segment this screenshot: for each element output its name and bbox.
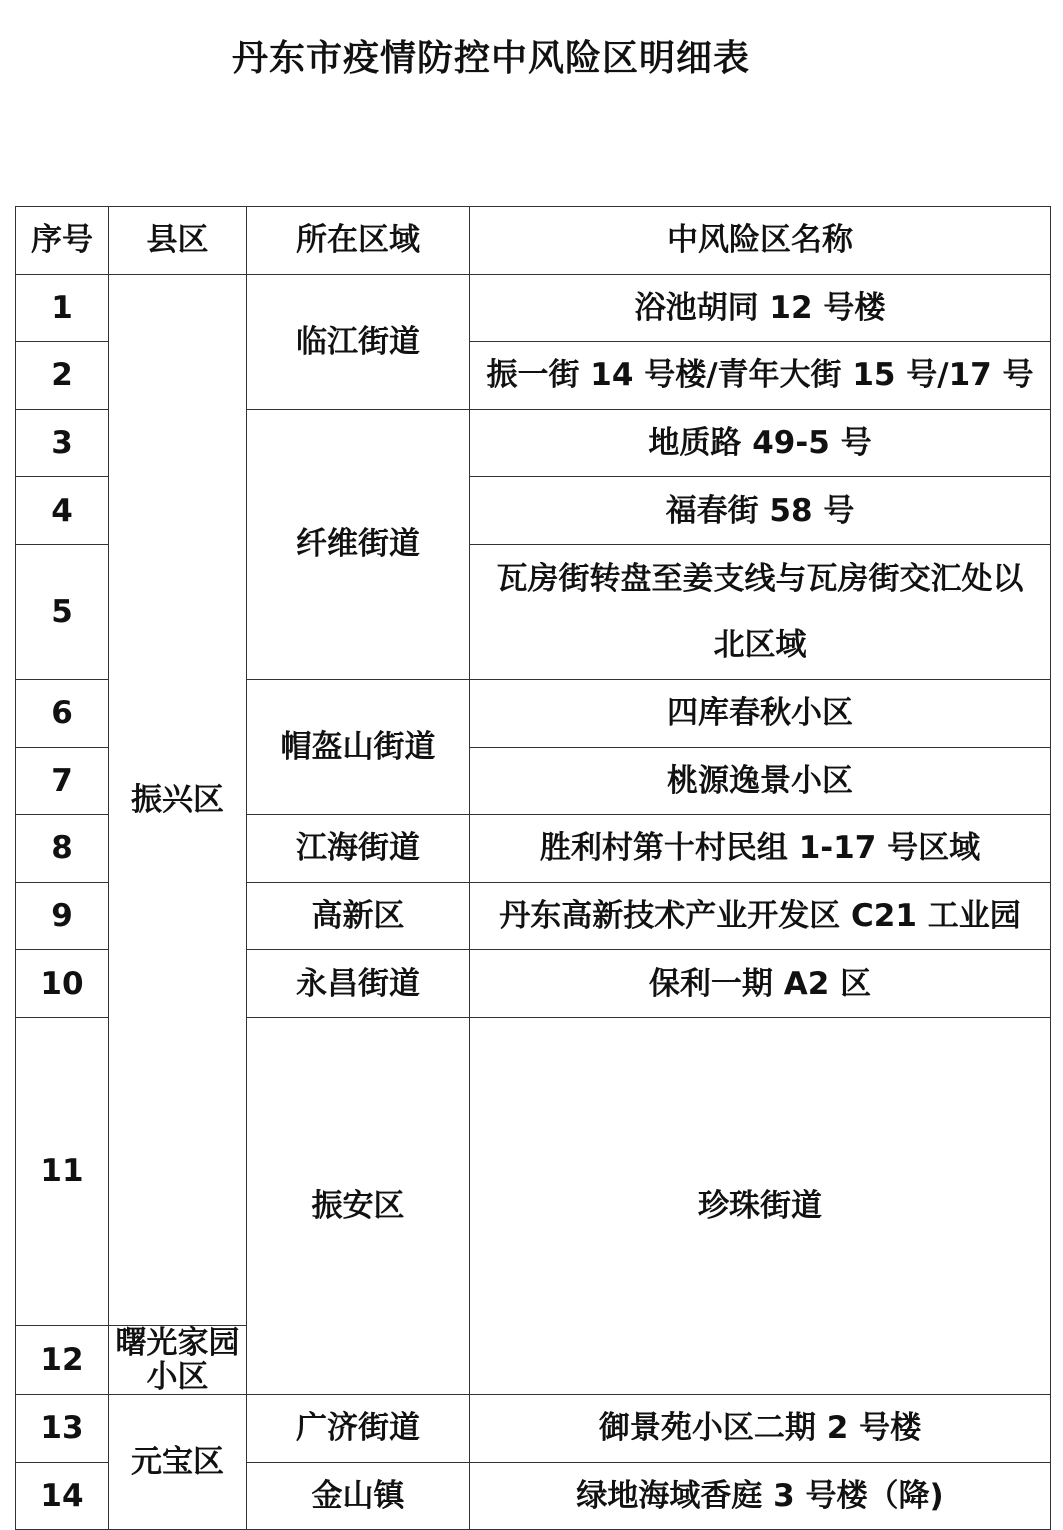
cell-no: 1 [16,274,109,342]
cell-no: 6 [16,679,109,747]
cell-area: 金山镇 [247,1462,470,1530]
cell-no: 2 [16,342,109,410]
cell-area: 广济街道 [247,1394,470,1462]
cell-no: 13 [16,1394,109,1462]
cell-name: 胜利村第十村民组 1-17 号区域 [470,815,1051,883]
cell-no: 12 [16,1325,109,1394]
cell-name: 桃源逸景小区 [470,747,1051,815]
cell-name: 地质路 49-5 号 [470,409,1051,477]
cell-no: 11 [16,1017,109,1325]
cell-name: 浴池胡同 12 号楼 [470,274,1051,342]
cell-area: 纤维街道 [247,409,470,679]
header-no: 序号 [16,207,109,275]
cell-name: 丹东高新技术产业开发区 C21 工业园 [470,882,1051,950]
cell-no: 10 [16,950,109,1018]
table-row [16,1394,1051,1462]
header-county: 县区 [109,207,247,275]
cell-area: 临江街道 [247,274,470,409]
cell-name: 曙光家园小区 [109,1325,247,1394]
page-title: 丹东市疫情防控中风险区明细表 [232,38,751,79]
cell-name: 四库春秋小区 [470,679,1051,747]
cell-area: 高新区 [247,882,470,950]
cell-no: 4 [16,477,109,545]
cell-name: 御景苑小区二期 2 号楼 [470,1394,1051,1462]
cell-area: 帽盔山街道 [247,679,470,814]
cell-county: 元宝区 [109,1394,247,1529]
table-row [16,274,1051,342]
cell-name: 振一街 14 号楼/青年大街 15 号/17 号 [470,342,1051,410]
cell-name: 福春街 58 号 [470,477,1051,545]
cell-no: 5 [16,544,109,679]
cell-area: 永昌街道 [247,950,470,1018]
cell-name: 绿地海域香庭 3 号楼（降) [470,1462,1051,1530]
cell-no: 14 [16,1462,109,1530]
cell-no: 8 [16,815,109,883]
cell-no: 9 [16,882,109,950]
cell-area: 江海街道 [247,815,470,883]
cell-area: 珍珠街道 [470,1017,1051,1394]
cell-county: 振安区 [247,1017,470,1394]
header-name: 中风险区名称 [470,207,1051,275]
cell-no: 3 [16,409,109,477]
cell-no: 7 [16,747,109,815]
risk-area-table [15,206,1051,1530]
cell-name: 保利一期 A2 区 [470,950,1051,1018]
cell-county: 振兴区 [109,274,247,1325]
table-header-row [16,207,1051,275]
cell-name: 瓦房街转盘至姜支线与瓦房街交汇处以北区域 [470,544,1051,679]
header-area: 所在区域 [247,207,470,275]
